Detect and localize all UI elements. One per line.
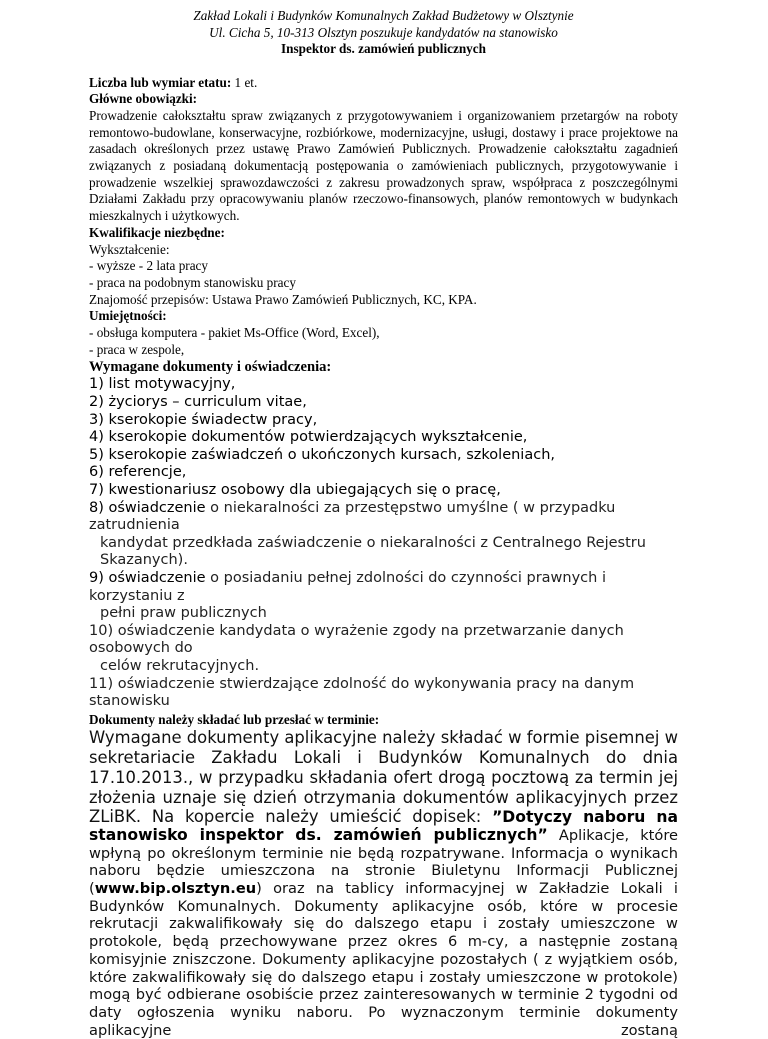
dokumenty-item: 1) list motywacyjny, (89, 376, 236, 393)
dokumenty-item-11: 11) oświadczenie stwierdzające zdolność do wykonywania pracy na danym stanowisku (89, 675, 635, 710)
termin-dopisek: ”Dotyczy naboru na stanowisko inspektor ds. zamówień publicznych” (89, 808, 678, 844)
obowiazki-heading (89, 91, 678, 108)
umiejetnosci-label: Umiejętności: (89, 308, 167, 324)
kwalifikacje-line: - wyższe - 2 lata pracy (89, 258, 208, 274)
dokumenty-item: 6) referencje, (89, 464, 187, 481)
bip-url: www.bip.olsztyn.eu (94, 880, 257, 898)
document-page (89, 0, 678, 1039)
item-10-continuation: celów rekrutacyjnych. (100, 657, 260, 674)
dokumenty-item: 2) życiorys – curriculum vitae, (89, 394, 307, 411)
termin-heading (89, 712, 678, 729)
umiejetnosci-line: - obsługa komputera - pakiet Ms-Office (Word, Excel), (89, 325, 380, 341)
termin-text-part1: Wymagane dokumenty aplikacyjne należy składać w formie pisemnej w sekretariacie Zakładu Lokali i Budynków Komunalnych do dnia 17.10.2013., w przypadku składania ofert drogą pocztową za termin jej złożenia uznaje się dzień otrzymania dokumentów aplikacyjnych przez ZLiBK. Na kopercie należy umieścić dopisek: (89, 728, 678, 827)
dokumenty-label: Wymagane dokumenty i oświadczenia: (89, 359, 332, 376)
etat-label: Liczba lub wymiar etatu: (89, 74, 232, 90)
termin-paragraph (89, 728, 678, 1039)
kwalifikacje-line: Znajomość przepisów: Ustawa Prawo Zamówień Publicznych, KC, KPA. (89, 291, 477, 307)
umiejetnosci-heading (89, 308, 678, 325)
dokumenty-item-8 (89, 500, 678, 535)
termin-label: Dokumenty należy składać lub przesłać w terminie: (89, 711, 380, 727)
obowiazki-label: Główne obowiązki: (89, 91, 198, 107)
kwalifikacje-line: Wykształcenie: (89, 241, 170, 257)
header-line-address: Ul. Cicha 5, 10-313 Olsztyn poszukuje kandydatów na stanowisko (209, 24, 558, 40)
etat-row (89, 75, 678, 92)
obowiazki-text: Prowadzenie całokształtu spraw związanych z przygotowywaniem i organizowaniem przetargów na roboty remontowo-budowlane, konserwacyjne, rozbiórkowe, modernizacyjne, usługi, dostawy i prace projektowe na zasadach określonych przez ustawę Prawo Zamówień Publicznych. Prowadzenie całokształtu zagadnień związanych z posiadaną dokumentacją postępowania o zamówieniach publicznych, przygotowywanie i prowadzenie wszelkiej sprawozdawczości z zakresu prowadzonych spraw, współpraca z poszczególnymi Działami Zakładu przy opracowywaniu planów rzeczowo-finansowych, planów remontowych w budynkach mieszkalnych i użytkowych. (89, 107, 678, 224)
header-line-employer: Zakład Lokali i Budynków Komunalnych Zakład Budżetowy w Olsztynie (193, 8, 574, 23)
item-9-key: 9) oświadczenie (89, 569, 206, 586)
dokumenty-item: 7) kwestionariusz osobowy dla ubiegających się o pracę, (89, 482, 501, 499)
spacer (89, 58, 678, 74)
item-9-continuation: pełni praw publicznych (100, 605, 267, 622)
kwalifikacje-heading (89, 225, 678, 242)
dokumenty-item: 3) kserokopie świadectw pracy, (89, 411, 318, 428)
dokumenty-item-10: 10) oświadczenie kandydata o wyrażenie zgody na przetwarzanie danych osobowych do (89, 622, 624, 657)
termin-text-part3: ) oraz na tablicy informacyjnej w Zakładzie Lokali i Budynków Komunalnych. Dokumenty aplikacyjne osób, które w procesie rekrutacji zakwalifikowały się do dalszego etapu i zostały umieszczone w protokole, będą przechowywane przez okres 6 m-cy, a następnie zostaną komisyjnie zniszczone. Dokumenty aplikacyjne pozostałych ( z wyjątkiem osób, które zakwalifikowały się do dalszego etapu i zostały umieszczone w protokole) mogą być odbierane osobiście przez zainteresowanych w terminie 2 tygodni od daty ogłoszenia wyniku naboru. Po wyznaczonym terminie dokumenty aplikacyjne zostaną (89, 880, 678, 1039)
termin-text-part2: Aplikacje, które wpłyną po określonym terminie nie będą rozpatrywane. Informacja o wynikach naboru będzie umieszczona na stronie Biuletynu Informacji Publicznej ( (89, 826, 678, 898)
etat-value: 1 et. (231, 74, 258, 90)
dokumenty-item: 4) kserokopie dokumentów potwierdzających wykształcenie, (89, 429, 528, 446)
item-8-key: 8) oświadczenie (89, 499, 206, 516)
dokumenty-item-9 (89, 570, 678, 605)
item-8-text: o niekaralności za przestępstwo umyślne ( w przypadku zatrudnienia (89, 499, 616, 534)
kwalifikacje-label: Kwalifikacje niezbędne: (89, 224, 225, 240)
item-8-continuation: kandydat przedkłada zaświadczenie o niekaralności z Centralnego Rejestru Skazanych). (100, 534, 646, 569)
dokumenty-item: 5) kserokopie zaświadczeń o ukończonych kursach, szkoleniach, (89, 446, 555, 463)
dokumenty-heading (89, 358, 678, 376)
item-9-text: o posiadaniu pełnej zdolności do czynności prawnych i korzystaniu z (89, 569, 606, 604)
umiejetnosci-line: - praca w zespole, (89, 341, 185, 357)
header-position-title: Inspektor ds. zamówień publicznych (281, 41, 486, 56)
kwalifikacje-line: - praca na podobnym stanowisku pracy (89, 274, 296, 290)
